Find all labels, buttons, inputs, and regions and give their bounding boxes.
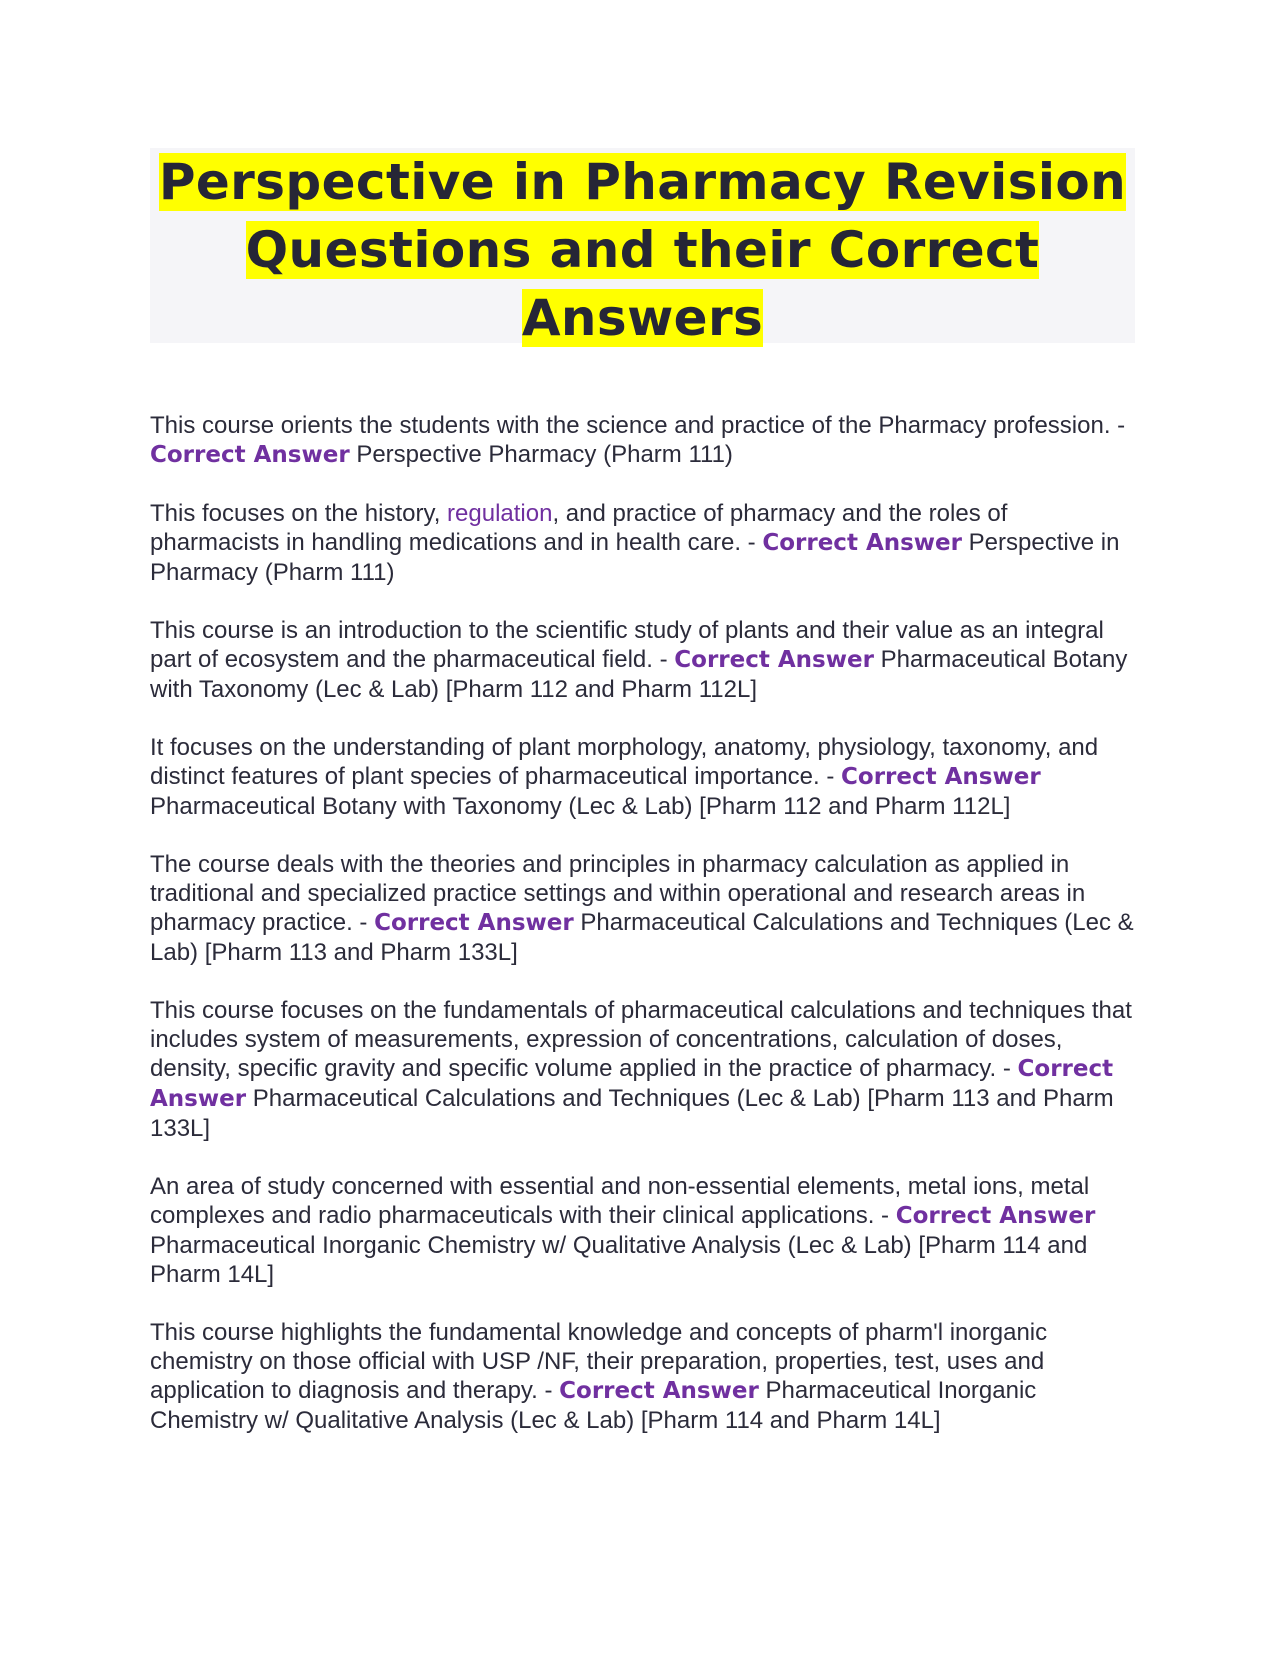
- qa-item: [150, 411, 1135, 470]
- qa-item: [150, 1318, 1135, 1435]
- answer-label: Correct Answer: [150, 1056, 1114, 1112]
- separator: -: [874, 1202, 896, 1229]
- question-text-start: This focuses on the history,: [150, 500, 448, 527]
- question-text: This course is an introduction to the scientific study of plants and their value as an integral part of ecosystem and the pharmaceutical field.: [150, 617, 1104, 673]
- title-box: [150, 148, 1135, 347]
- answer-label: Correct Answer: [374, 910, 574, 936]
- title-line-2: Questions and their Correct: [245, 221, 1040, 279]
- separator: -: [652, 646, 675, 673]
- separator: -: [996, 1055, 1018, 1082]
- answer-label: Correct Answer: [150, 442, 350, 468]
- answer-text: Pharmaceutical Inorganic Chemistry w/ Qualitative Analysis (Lec & Lab) [Pharm 114 and Pharm 14L]: [150, 1232, 1088, 1288]
- separator: -: [537, 1377, 560, 1404]
- question-text: The course deals with the theories and principles in pharmacy calculation as applied in traditional and specialized practice settings and within operational and research areas in pharmacy practice.: [150, 851, 1086, 936]
- answer-text: Perspective Pharmacy (Pharm 111): [356, 441, 733, 468]
- qa-item: [150, 996, 1135, 1143]
- answer-text: Pharmaceutical Botany with Taxonomy (Lec & Lab) [Pharm 112 and Pharm 112L]: [150, 646, 1128, 703]
- question-text: This course orients the students with the science and practice of the Pharmacy profession.: [150, 412, 1111, 439]
- answer-text: Perspective in Pharmacy (Pharm 111): [150, 529, 1120, 586]
- separator: -: [741, 529, 763, 556]
- qa-item: [150, 1172, 1135, 1289]
- separator: -: [352, 909, 375, 936]
- answer-label: Correct Answer: [841, 764, 1041, 790]
- answer-label: Correct Answer: [674, 647, 874, 673]
- answer-text: Pharmaceutical Calculations and Techniques (Lec & Lab) [Pharm 113 and Pharm 133L]: [150, 909, 1134, 966]
- qa-list: [150, 411, 1135, 1464]
- question-text: An area of study concerned with essential and non-essential elements, metal ions, metal complexes and radio pharmaceuticals with their clinical applications.: [150, 1173, 1090, 1229]
- qa-item: [150, 733, 1135, 821]
- question-text: This course highlights the fundamental knowledge and concepts of pharm'l inorganic chemistry on those official with USP /NF, their preparation, properties, test, uses and application to diagnosis and therapy.: [150, 1319, 1048, 1404]
- qa-item: [150, 499, 1135, 587]
- title-line-3: Answers: [521, 289, 764, 347]
- answer-label: Correct Answer: [559, 1378, 759, 1404]
- answer-label: Correct Answer: [895, 1203, 1096, 1229]
- answer-text: Pharmaceutical Calculations and Techniques (Lec & Lab) [Pharm 113 and Pharm 133L]: [150, 1085, 1114, 1142]
- page-title: [150, 148, 1135, 352]
- separator: -: [1110, 412, 1126, 439]
- qa-item: [150, 850, 1135, 967]
- question-text: It focuses on the understanding of plant morphology, anatomy, physiology, taxonomy, and distinct features of plant species of pharmaceutical importance.: [150, 734, 1099, 790]
- answer-text: Pharmaceutical Inorganic Chemistry w/ Qualitative Analysis (Lec & Lab) [Pharm 114 and Pharm 14L]: [150, 1377, 1037, 1434]
- question-text: This course focuses on the fundamentals of pharmaceutical calculations and techniques that includes system of measurements, expression of concentrations, calculation of doses, density, specific gravity and specific volume applied in the practice of pharmacy.: [150, 997, 1132, 1082]
- answer-label: Correct Answer: [762, 530, 962, 556]
- qa-item: [150, 616, 1135, 704]
- answer-text: Pharmaceutical Botany with Taxonomy (Lec & Lab) [Pharm 112 and Pharm 112L]: [150, 793, 1011, 820]
- question-text-end: , and practice of pharmacy and the roles of pharmacists in handling medications and in health care.: [150, 500, 1008, 556]
- title-line-1: Perspective in Pharmacy Revision: [158, 153, 1127, 211]
- regulation-link[interactable]: regulation: [447, 500, 553, 527]
- separator: -: [819, 763, 842, 790]
